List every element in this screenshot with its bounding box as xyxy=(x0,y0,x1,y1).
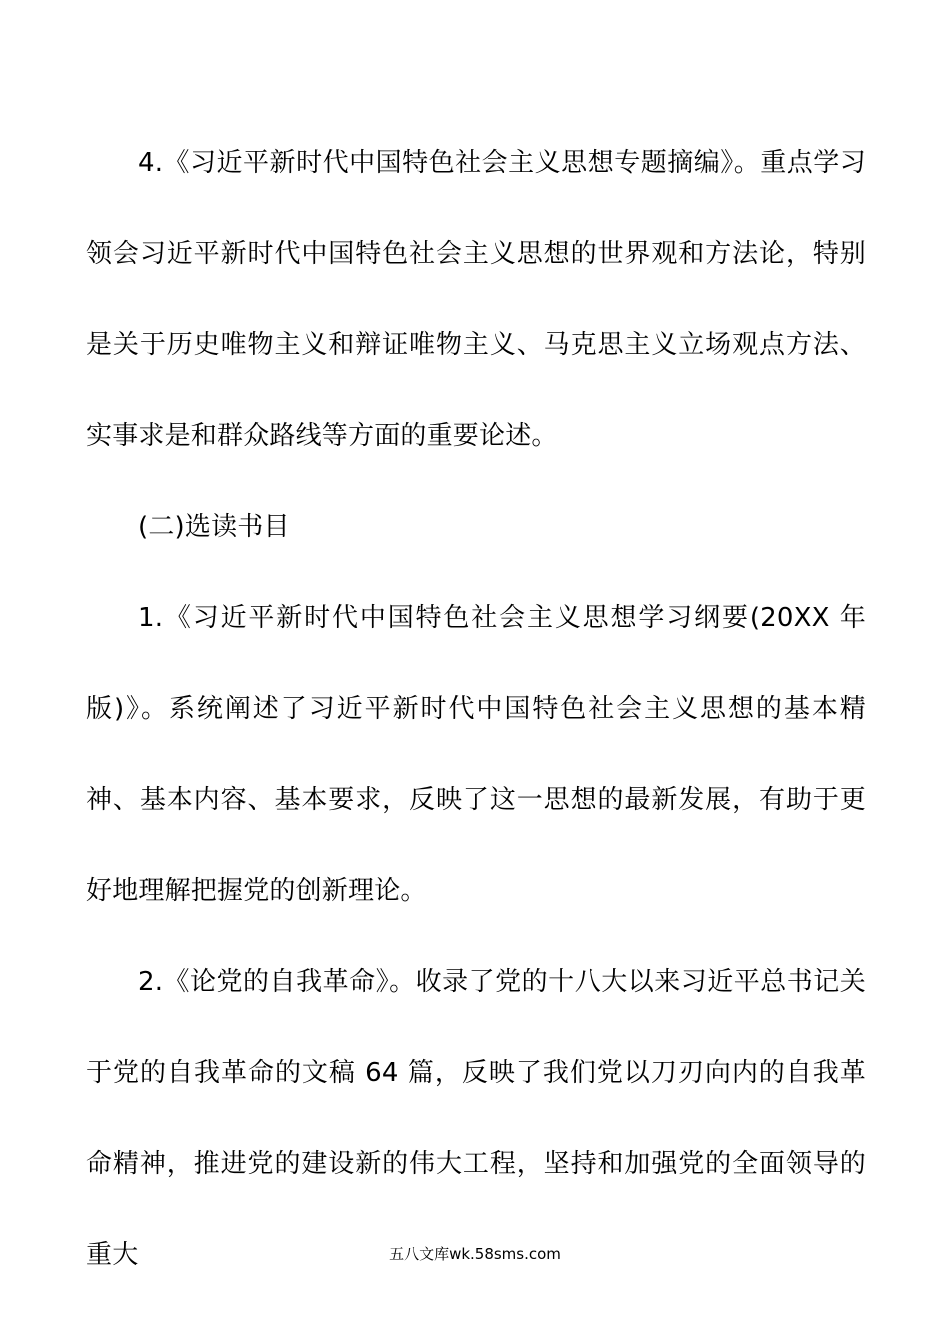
footer-watermark: 五八文库wk.58sms.com xyxy=(389,1245,561,1263)
document-body xyxy=(86,118,866,1301)
paragraph-book-2-self-revolution: 2.《论党的自我革命》。收录了党的十八大以来习近平总书记关于党的自我革命的文稿 64 篇，反映了我们党以刀刃向内的自我革命精神，推进党的建设新的伟大工程，坚持和加强党的全面领导的重大 xyxy=(86,967,866,1270)
paragraph-book-1-outline: 1.《习近平新时代中国特色社会主义思想学习纲要(20XX 年版)》。系统阐述了习近平新时代中国特色社会主义思想的基本精神、基本内容、基本要求，反映了这一思想的最新发展，有助于更好地理解把握党的创新理论。 xyxy=(86,603,866,906)
section-heading-optional-books: (二)选读书目 xyxy=(138,512,290,542)
paragraph-book-4-excerpts: 4.《习近平新时代中国特色社会主义思想专题摘编》。重点学习领会习近平新时代中国特色社会主义思想的世界观和方法论，特别是关于历史唯物主义和辩证唯物主义、马克思主义立场观点方法、实事求是和群众路线等方面的重要论述。 xyxy=(86,148,866,451)
